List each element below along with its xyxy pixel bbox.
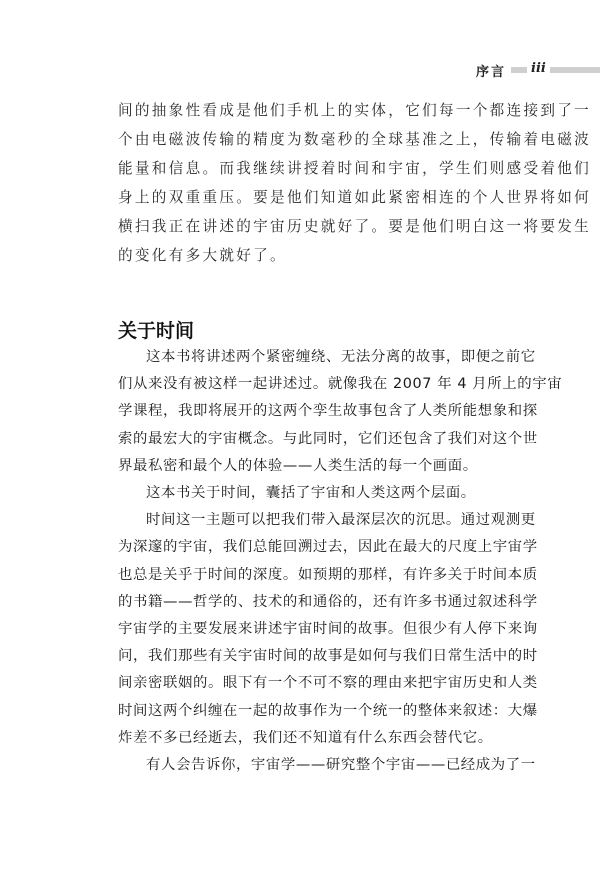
text-line: 时间这一主题可以把我们带入最深层次的沉思。通过观测更 [146,512,536,529]
text-line: 问，我们那些有关宇宙时间的故事是如何与我们日常生活中的时 [118,648,538,665]
text-line: 横扫我正在讲述的宇宙历史就好了。要是他们明白这一将要发生 [118,218,592,235]
text-line: 间的抽象性看成是他们手机上的实体，它们每一个都连接到了一 [118,102,592,119]
text-line: 时间这两个纠缠在一起的故事作为一个统一的整体来叙述：大爆 [118,702,538,719]
text-line: 的变化有多大就好了。 [118,247,287,264]
page-number: iii [531,61,546,76]
text-line: 有人会告诉你，宇宙学——研究整个宇宙——已经成为了一 [146,757,536,774]
text-line: 们从来没有被这样一起讲述过。就像我在 2007 年 4 月所上的宇宙 [118,376,563,393]
text-line: 个由电磁波传输的精度为数毫秒的全球基准之上，传输着电磁波 [118,131,592,148]
text-line: 索的最宏大的宇宙概念。与此同时，它们还包含了我们对这个世 [118,430,538,447]
text-line: 宇宙学的主要发展来讲述宇宙时间的故事。但很少有人停下来询 [118,621,538,638]
running-header [0,60,600,82]
text-line: 这本书将讲述两个紧密缠绕、无法分离的故事，即便之前它 [146,349,536,365]
section-heading: 关于时间 [118,320,195,342]
text-line: 能量和信息。而我继续讲授着时间和宇宙，学生们则感受着他们 [118,160,592,177]
header-decor-bar-long [550,67,600,73]
header-decor-bar [511,67,527,73]
text-line: 也总是关乎于时间的深度。如预期的那样，有许多关于时间本质 [118,566,538,583]
text-line: 的书籍——哲学的、技术的和通俗的，还有许多书通过叙述科学 [118,593,538,610]
section-body [118,344,563,779]
text-line: 间亲密联姻的。眼下有一个不可不察的理由来把宇宙历史和人类 [118,675,538,692]
text-line: 为深邃的宇宙，我们总能回溯过去，因此在最大的尺度上宇宙学 [118,539,538,556]
continued-paragraph [118,96,592,270]
text-line: 炸差不多已经逝去，我们还不知道有什么东西会替代它。 [118,729,493,746]
text-line: 学课程，我即将展开的这两个孪生故事包含了人类所能想象和探 [118,403,538,420]
chapter-title: 序言 [476,65,507,80]
text-line: 这本书关于时间，囊括了宇宙和人类这两个层面。 [146,485,476,502]
text-line: 身上的双重重压。要是他们知道如此紧密相连的个人世界将如何 [118,189,592,206]
text-line: 界最私密和最个人的体验——人类生活的每一个画面。 [118,457,478,474]
